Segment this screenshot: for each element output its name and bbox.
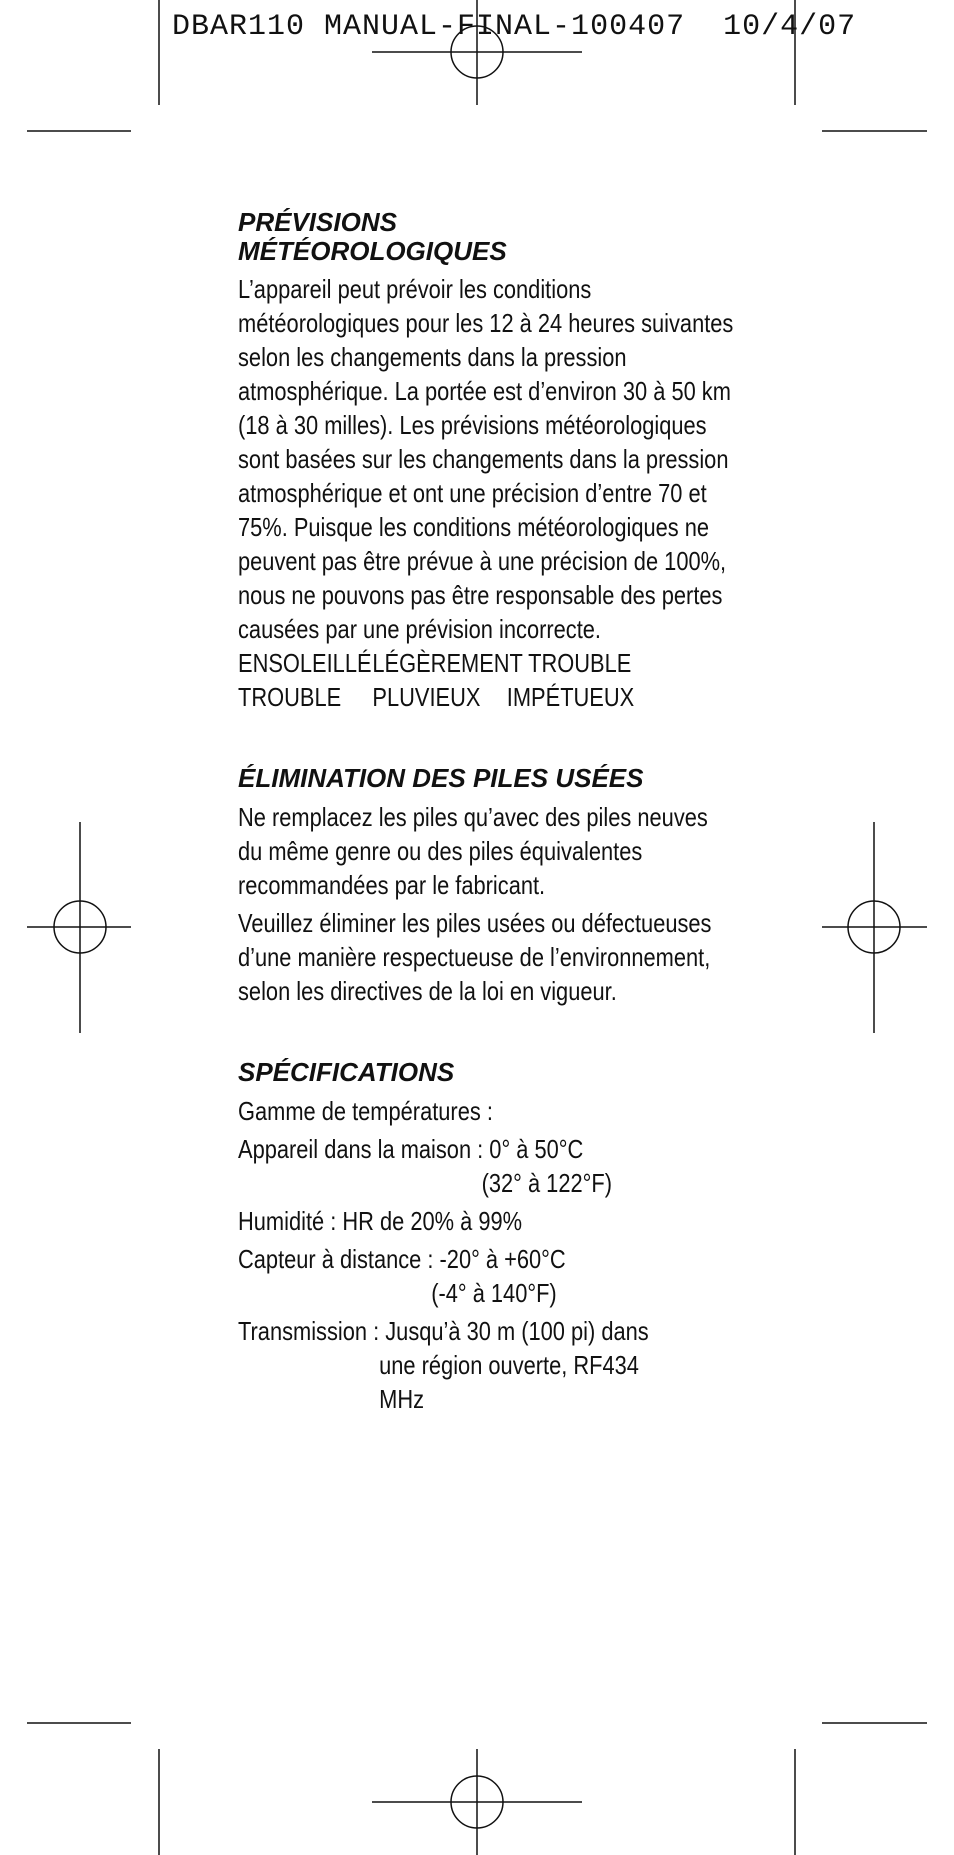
document-slug: DBAR110 MANUAL-FINAL-100407 10/4/07: [172, 10, 857, 44]
condition-slightly-cloudy: LÉGÈREMENT TROUBLE: [372, 648, 632, 678]
disposal-section: [238, 764, 738, 1008]
forecast-title: [238, 208, 738, 266]
spec-sensor-label: Capteur à distance :: [238, 1244, 440, 1274]
page-content: [238, 208, 738, 1416]
spec-transmission-label: Transmission :: [238, 1316, 386, 1346]
spec-transmission-line3: MHz: [379, 1384, 425, 1414]
condition-sunny: ENSOLEILLÉ: [238, 648, 372, 678]
spec-temperature-range: Gamme de températures :: [238, 1096, 493, 1126]
spec-transmission: [238, 1314, 738, 1348]
spec-humidity: Humidité : HR de 20% à 99%: [238, 1206, 523, 1236]
spec-indoor-fahrenheit: (32° à 122°F): [481, 1168, 612, 1198]
disposal-body-block: [238, 800, 738, 1008]
condition-cloudy: TROUBLE: [238, 682, 342, 712]
disposal-title: ÉLIMINATION DES PILES USÉES: [238, 763, 644, 793]
disposal-paragraph-2: Veuillez éliminer les piles usées ou défectueuses d’une manière respectueuse de l’environnement, selon les directives de la loi en vigueur.: [238, 908, 712, 1006]
forecast-body-block: [238, 272, 738, 714]
spec-sensor-fahrenheit: (-4° à 140°F): [431, 1278, 557, 1308]
spec-transmission-line1: Jusqu’à 30 m (100 pi) dans: [385, 1316, 649, 1346]
disposal-paragraph-1: Ne remplacez les piles qu’avec des piles neuves du même genre ou des piles équivalentes recommandées par le fabricant.: [238, 802, 708, 900]
specifications-body: [238, 1094, 738, 1416]
condition-stormy: IMPÉTUEUX: [506, 682, 635, 712]
registration-mark-bottom: [451, 1776, 503, 1828]
weather-conditions: [238, 646, 738, 714]
specifications-section: [238, 1058, 738, 1416]
spec-sensor-celsius: -20° à +60°C: [439, 1244, 566, 1274]
specifications-title: SPÉCIFICATIONS: [238, 1057, 455, 1087]
forecast-title-line1: PRÉVISIONS: [238, 207, 397, 237]
forecast-title-line2: MÉTÉOROLOGIQUES: [238, 236, 507, 266]
registration-mark-right: [848, 901, 900, 953]
registration-mark-left: [54, 901, 106, 953]
condition-empty: [507, 646, 675, 680]
spec-sensor: [238, 1242, 738, 1276]
condition-rainy: PLUVIEUX: [372, 682, 481, 712]
spec-indoor: [238, 1132, 738, 1166]
spec-transmission-line2: une région ouverte, RF434: [379, 1350, 639, 1380]
spec-indoor-label: Appareil dans la maison :: [238, 1134, 490, 1164]
spec-indoor-celsius: 0° à 50°C: [489, 1134, 584, 1164]
forecast-body: L’appareil peut prévoir les conditions météorologiques pour les 12 à 24 heures suivantes selon les changements dans la pression atmosphérique. La portée est d’environ 30 à 50 km (18 à 30 milles). Les prévisions météorologiques sont basées sur les changements dans la pression atmosphérique et ont une précision d’entre 70 et 75%. Puisque les conditions météorologiques ne peuvent pas être prévue à une précision de 100%, nous ne pouvons pas être responsable des pertes causées par une prévision incorrecte.: [238, 274, 734, 644]
forecast-section: [238, 208, 738, 714]
